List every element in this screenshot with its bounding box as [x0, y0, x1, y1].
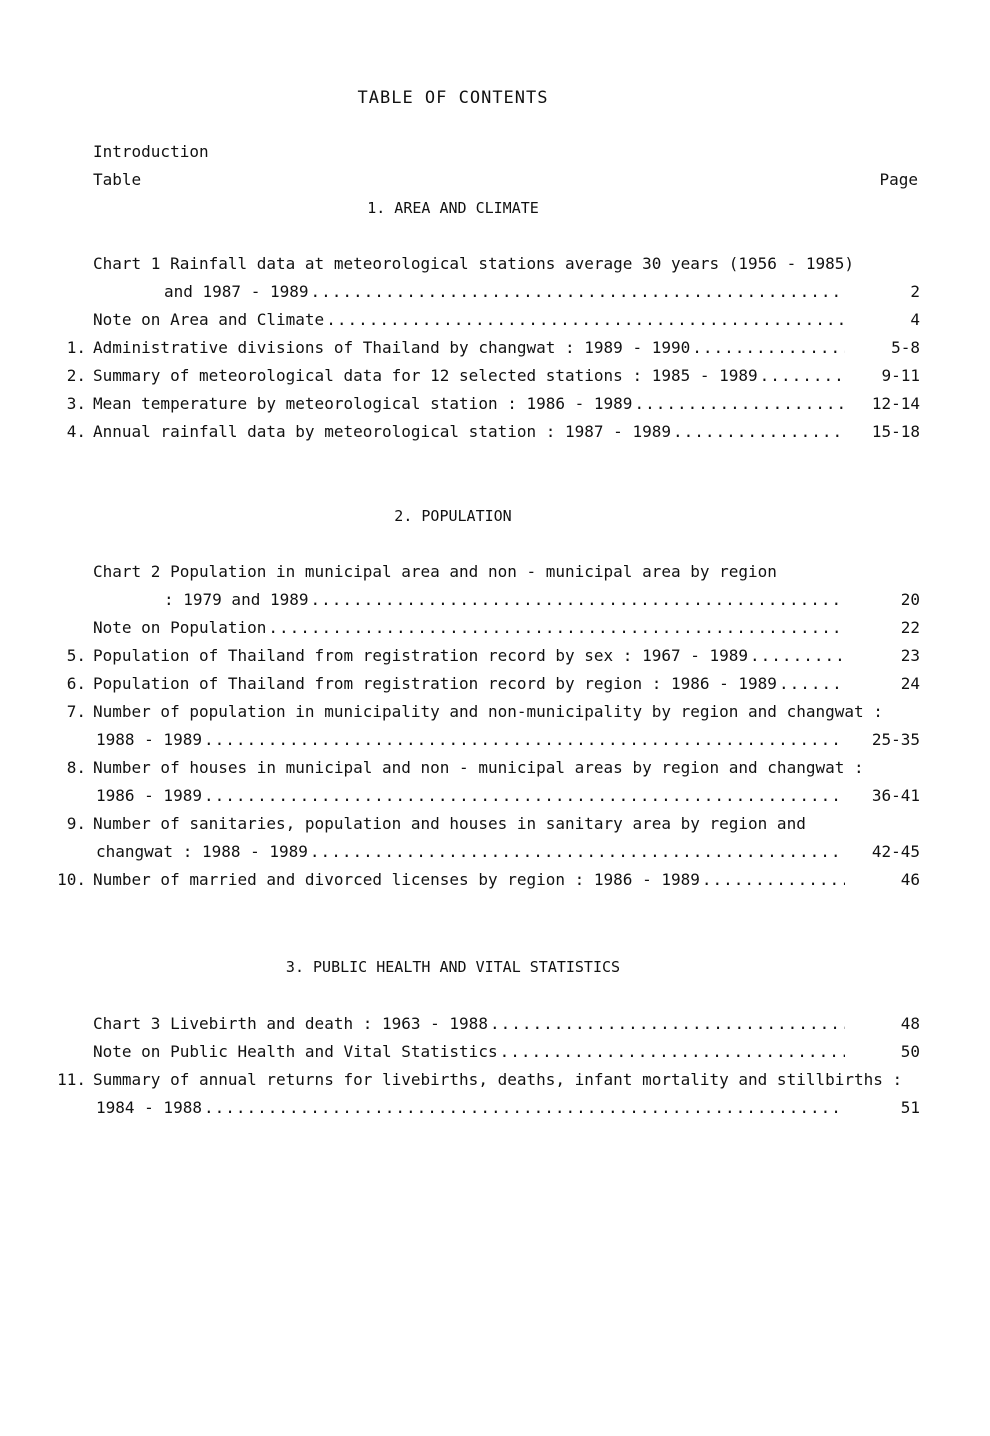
entry-page-number: 42-45 [871, 842, 920, 861]
entry-text [93, 866, 845, 894]
entry-label: Population of Thailand from registration record by sex : 1967 - 1989 [93, 646, 749, 665]
entry-text [93, 390, 845, 418]
entry-page-number: 36-41 [871, 786, 920, 805]
section-title: 1. AREA AND CLIMATE [367, 199, 539, 217]
entry-label: Note on Public Health and Vital Statistics [93, 1042, 498, 1061]
toc-entry-line [0, 614, 990, 642]
entry-page-number: 4 [910, 310, 920, 329]
entry-page-number: 24 [900, 674, 920, 693]
introduction-label: Introduction [93, 142, 209, 161]
entry-text [164, 586, 845, 614]
entry-text [93, 1010, 845, 1038]
entry-number: 3. [66, 394, 86, 413]
entry-number: 9. [66, 814, 86, 833]
entry-page-number: 23 [900, 646, 920, 665]
entry-page-number: 48 [900, 1014, 920, 1033]
entry-label: 1984 - 1988 [96, 1098, 202, 1117]
entry-number: 4. [66, 422, 86, 441]
toc-entry-line [0, 362, 990, 390]
toc-entry-line [0, 642, 990, 670]
entry-label: Number of houses in municipal and non - municipal areas by region and changwat : [93, 758, 864, 777]
entry-number: 5. [66, 646, 86, 665]
toc-entry-line [0, 306, 990, 334]
entry-number: 6. [66, 674, 86, 693]
entry-page-number: 2 [910, 282, 920, 301]
entry-text [93, 1066, 904, 1094]
entry-text [93, 558, 779, 586]
entry-text [93, 418, 845, 446]
entry-text [93, 1038, 845, 1066]
toc-entry-line [0, 278, 990, 306]
entry-text [93, 642, 845, 670]
entry-label: Number of married and divorced licenses by region : 1986 - 1989 [93, 870, 700, 889]
entry-text [93, 250, 856, 278]
entry-page-number: 22 [900, 618, 920, 637]
entry-label: : 1979 and 1989 [164, 590, 309, 609]
entry-text [93, 362, 845, 390]
entry-label: Population of Thailand from registration record by region : 1986 - 1989 [93, 674, 777, 693]
toc-entry-line [0, 782, 990, 810]
entry-label: 1986 - 1989 [96, 786, 202, 805]
entry-number: 11. [57, 1070, 86, 1089]
toc-entry-line [0, 726, 990, 754]
entry-text [96, 1094, 845, 1122]
toc-entry-line [0, 250, 990, 278]
toc-entry-line [0, 670, 990, 698]
toc-entry-line [0, 334, 990, 362]
toc-entry-line [0, 754, 990, 782]
entry-label: Chart 1 Rainfall data at meteorological stations average 30 years (1956 - 1985) [93, 254, 854, 273]
entry-page-number: 9-11 [881, 366, 920, 385]
entry-label: and 1987 - 1989 [164, 282, 309, 301]
entry-label: Note on Area and Climate [93, 310, 325, 329]
toc-entry-line [0, 838, 990, 866]
entry-text [93, 754, 866, 782]
entry-label: Summary of annual returns for livebirths, deaths, infant mortality and stillbirths : [93, 1070, 903, 1089]
entry-label: changwat : 1988 - 1989 [96, 842, 308, 861]
section-title: 3. PUBLIC HEALTH AND VITAL STATISTICS [285, 958, 621, 976]
toc-entry-line [0, 586, 990, 614]
entry-text [93, 334, 845, 362]
entry-label: Chart 3 Livebirth and death : 1963 - 1988 [93, 1014, 488, 1033]
entry-text [164, 278, 845, 306]
entry-number: 10. [57, 870, 86, 889]
entry-page-number: 12-14 [871, 394, 920, 413]
toc-entry-line [0, 390, 990, 418]
entry-label: 1988 - 1989 [96, 730, 202, 749]
entry-number: 1. [66, 338, 86, 357]
page-title: TABLE OF CONTENTS [357, 88, 549, 108]
entry-page-number: 50 [900, 1042, 920, 1061]
entry-text [93, 306, 845, 334]
toc-entry-line [0, 1010, 990, 1038]
entry-number: 2. [66, 366, 86, 385]
entry-text [96, 838, 845, 866]
toc-entry-line [0, 698, 990, 726]
entry-page-number: 15-18 [871, 422, 920, 441]
toc-entry-line [0, 558, 990, 586]
entry-number: 7. [66, 702, 86, 721]
entry-text [93, 614, 845, 642]
table-column-label: Table [93, 170, 142, 189]
toc-entry-line [0, 1038, 990, 1066]
entry-label: Administrative divisions of Thailand by changwat : 1989 - 1990 [93, 338, 691, 357]
entry-text [96, 782, 845, 810]
entry-number: 8. [66, 758, 86, 777]
toc-entry-line [0, 866, 990, 894]
entry-page-number: 20 [900, 590, 920, 609]
page-column-label: Page [879, 170, 918, 189]
entry-label: Note on Population [93, 618, 267, 637]
entry-label: Mean temperature by meteorological station : 1986 - 1989 [93, 394, 633, 413]
entry-label: Number of population in municipality and non-municipality by region and changwat : [93, 702, 883, 721]
toc-entry-line [0, 1094, 990, 1122]
toc-entry-line [0, 418, 990, 446]
entry-page-number: 5-8 [891, 338, 920, 357]
entry-text [96, 726, 845, 754]
toc-entry-line [0, 810, 990, 838]
entry-text [93, 670, 845, 698]
entry-page-number: 51 [900, 1098, 920, 1117]
entry-label: Annual rainfall data by meteorological station : 1987 - 1989 [93, 422, 671, 441]
entry-page-number: 25-35 [871, 730, 920, 749]
entry-label: Summary of meteorological data for 12 selected stations : 1985 - 1989 [93, 366, 758, 385]
section-title: 2. POPULATION [394, 507, 512, 525]
entry-label: Number of sanitaries, population and houses in sanitary area by region and [93, 814, 806, 833]
entry-page-number: 46 [900, 870, 920, 889]
entry-text [93, 810, 808, 838]
entry-label: Chart 2 Population in municipal area and non - municipal area by region [93, 562, 777, 581]
entry-text [93, 698, 885, 726]
toc-entry-line [0, 1066, 990, 1094]
